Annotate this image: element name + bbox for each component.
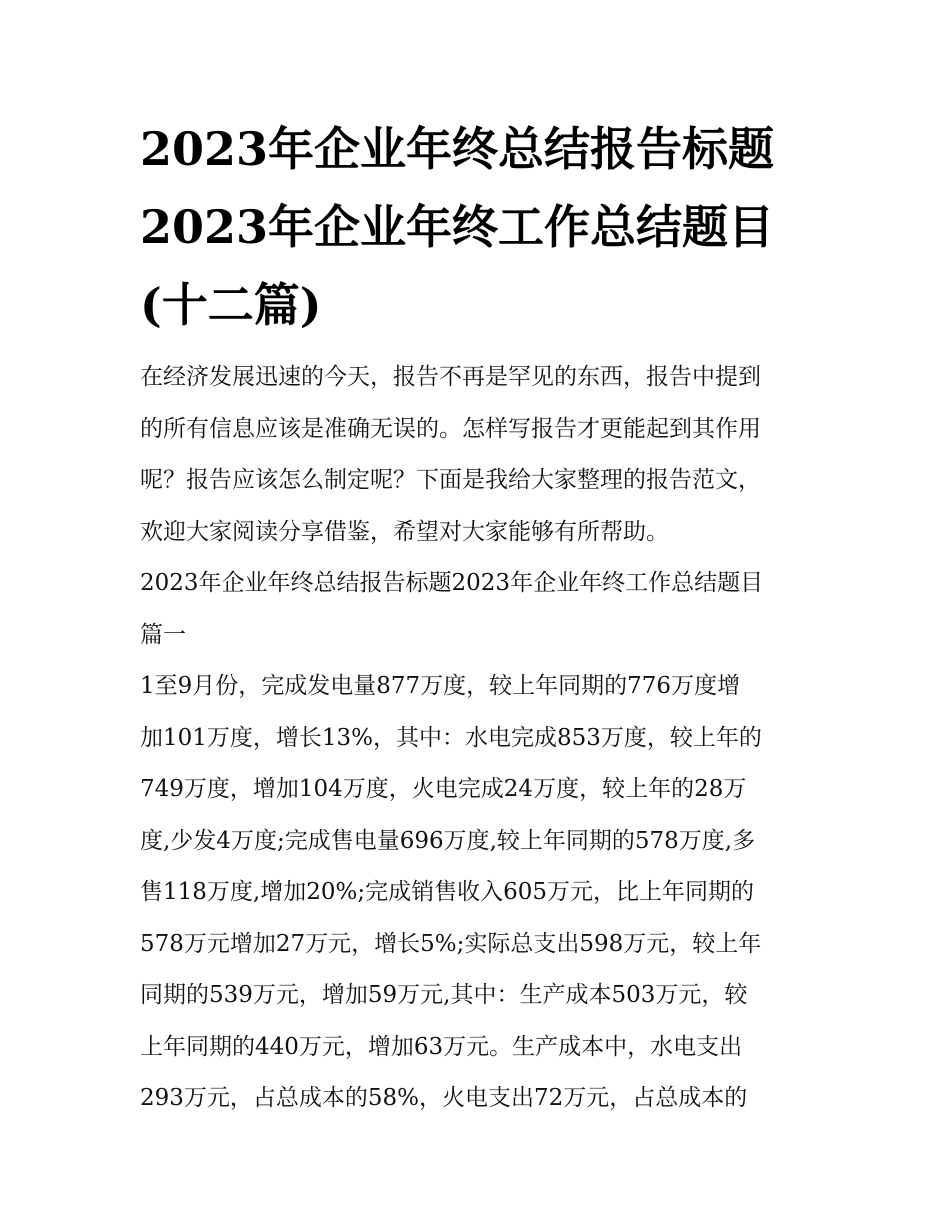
text-line: 578万元增加27万元，增长5%;实际总支出598万元，较上年 — [140, 930, 762, 957]
text-line: 售118万度,增加20%;完成销售收入605万元，比上年同期的 — [140, 879, 754, 905]
text-line: 欢迎大家阅读分享借鉴，希望对大家能够有所帮助。 — [140, 518, 669, 545]
text-line: 的所有信息应该是准确无误的。怎样写报告才更能起到其作用 — [140, 415, 761, 442]
document-content — [140, 110, 812, 1125]
title-line: 2023年企业年终总结报告标题 — [140, 122, 775, 176]
body-paragraph — [140, 661, 812, 1125]
title-line: (十二篇) — [140, 278, 322, 332]
text-line: 加101万度，增长13%，其中：水电完成853万度，较上年的 — [140, 724, 762, 751]
document-title — [140, 110, 812, 344]
section-heading — [140, 558, 812, 661]
text-line: 上年同期的440万元，增加63万元。生产成本中，水电支出 — [140, 1033, 743, 1060]
text-line: 度,少发4万度;完成售电量696万度,较上年同期的578万度,多 — [140, 827, 756, 854]
title-line: 2023年企业年终工作总结题目 — [140, 200, 775, 254]
text-line: 1至9月份，完成发电量877万度，较上年同期的776万度增 — [140, 673, 741, 699]
text-line: 749万度，增加104万度，火电完成24万度，较上年的28万 — [140, 776, 747, 802]
text-line: 2023年企业年终总结报告标题2023年企业年终工作总结题目 — [140, 570, 764, 596]
text-line: 篇一 — [140, 621, 186, 648]
text-line: 呢？报告应该怎么制定呢？下面是我给大家整理的报告范文， — [140, 467, 761, 493]
text-line: 同期的539万元，增加59万元,其中：生产成本503万元，较 — [140, 982, 748, 1008]
text-line: 293万元，占总成本的58%，火电支出72万元，占总成本的 — [140, 1085, 748, 1111]
text-line: 在经济发展迅速的今天，报告不再是罕见的东西，报告中提到 — [140, 364, 761, 390]
intro-paragraph — [140, 352, 812, 558]
